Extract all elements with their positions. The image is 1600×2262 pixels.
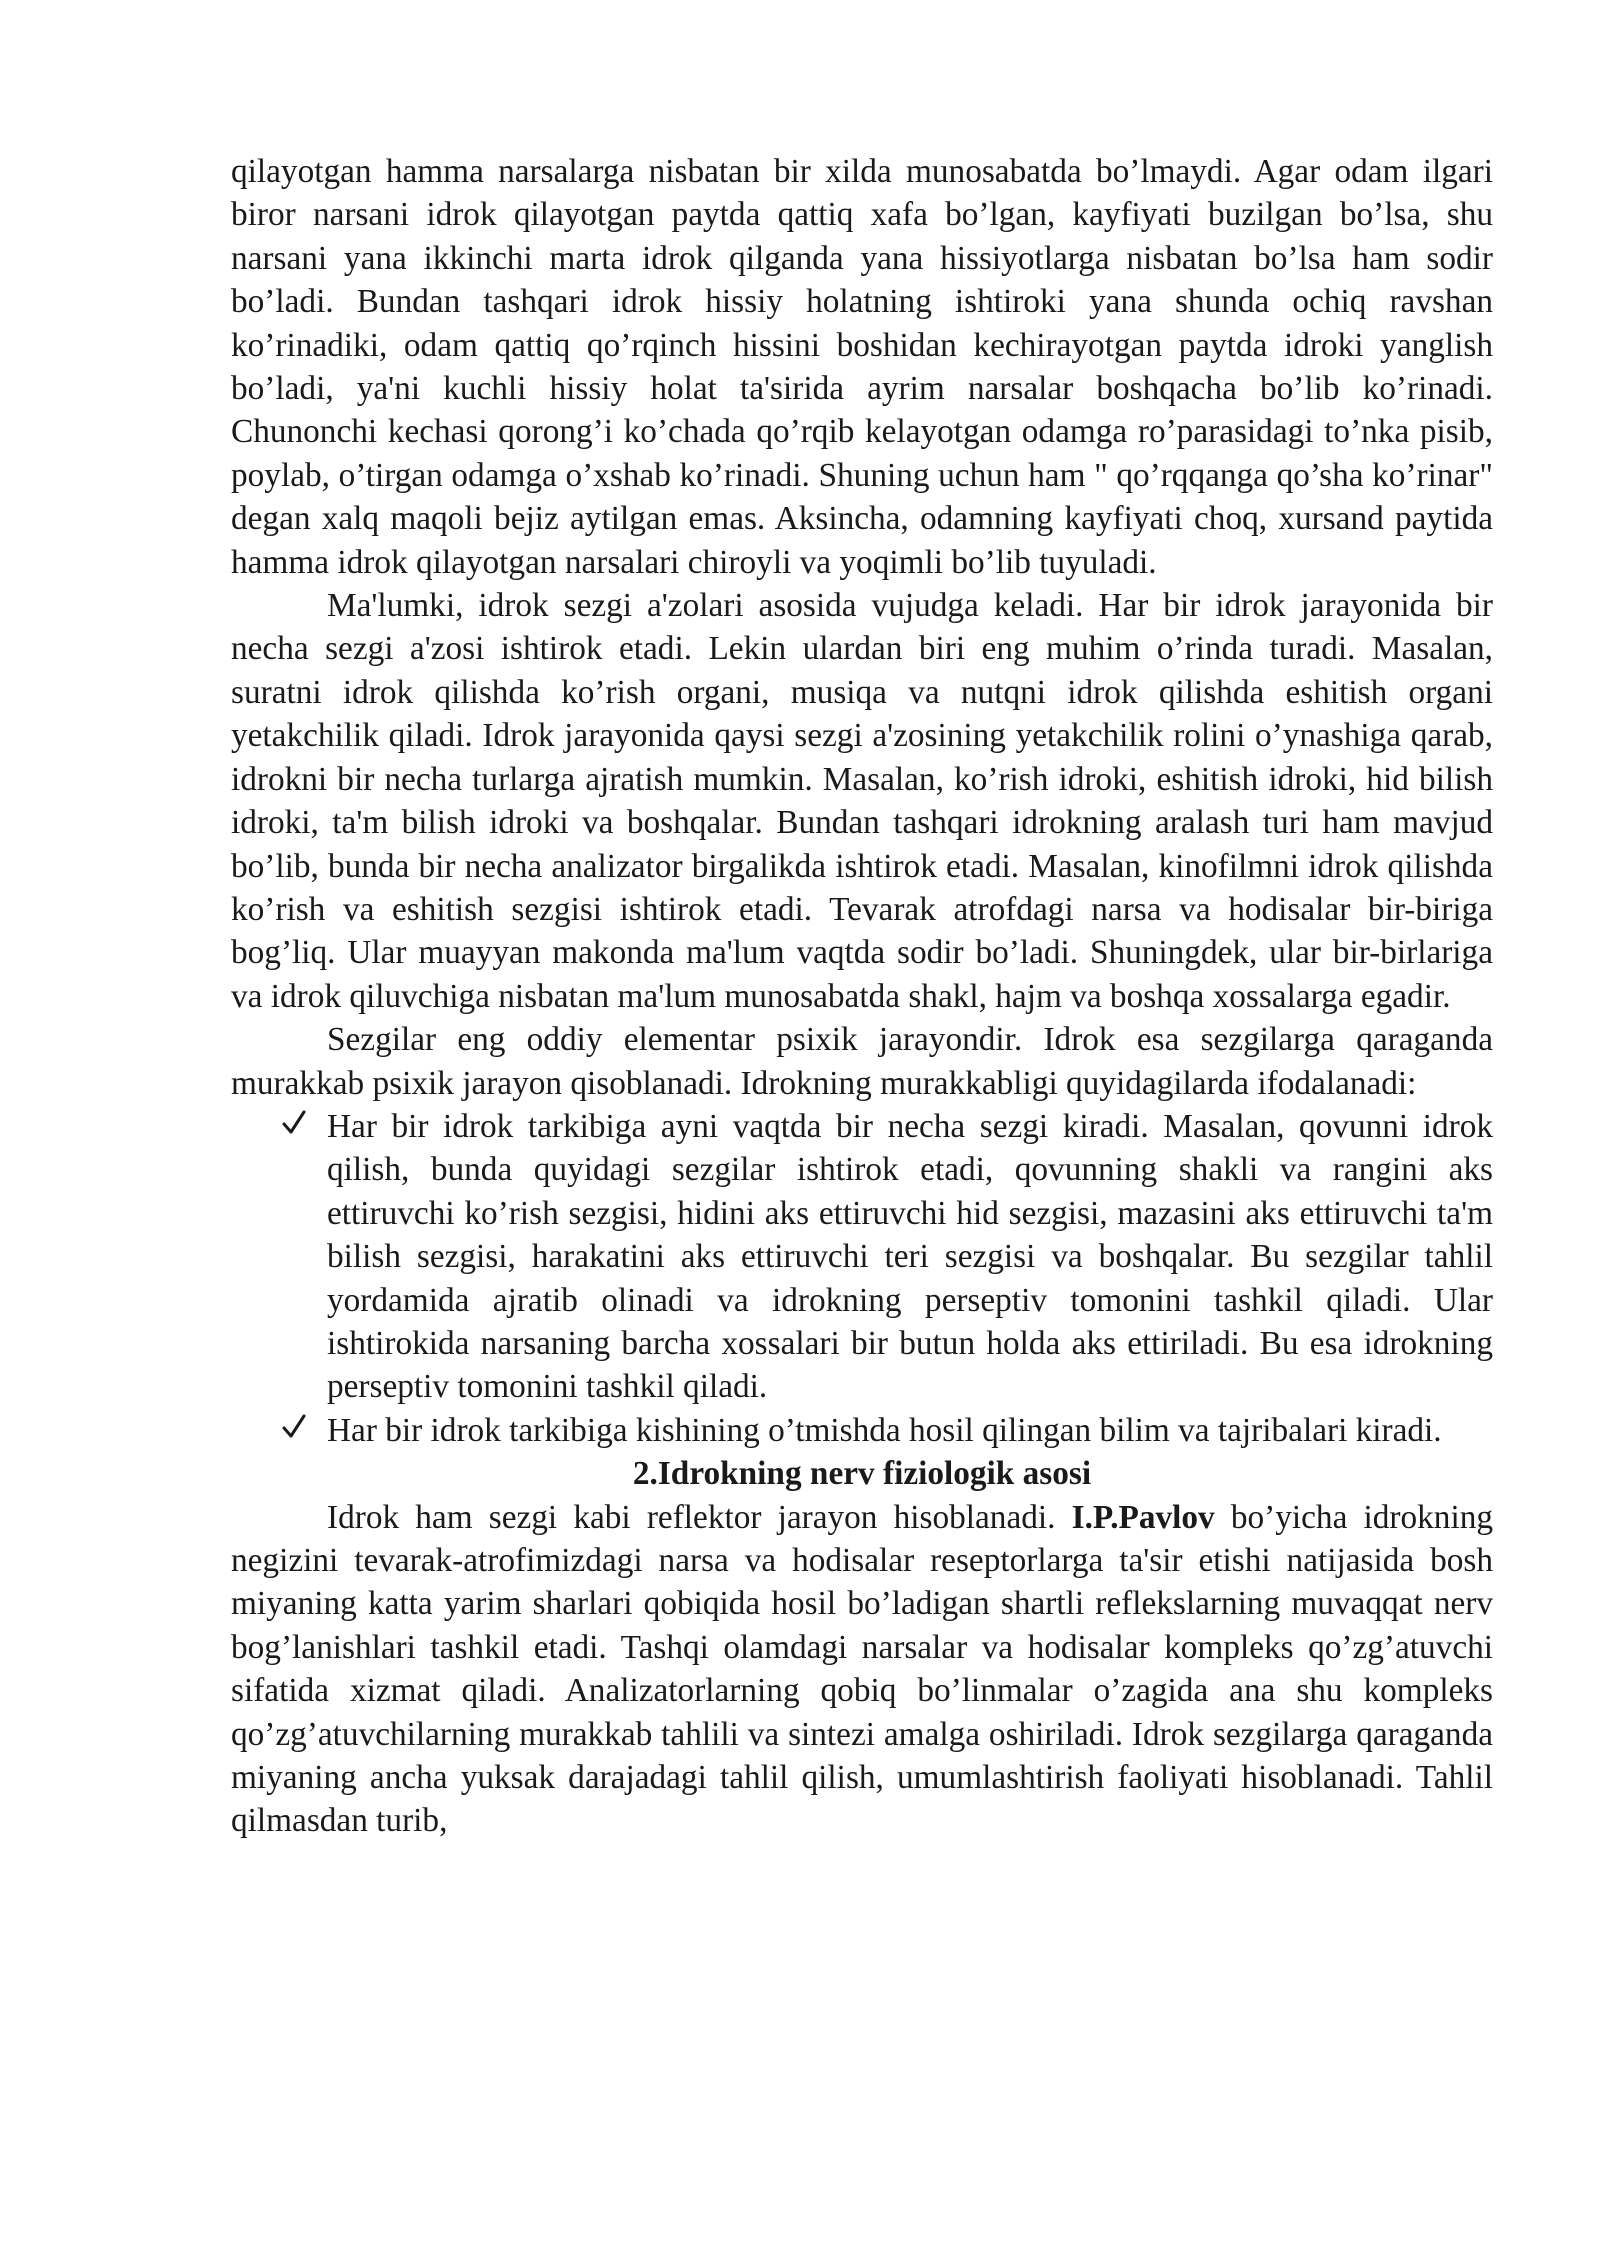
- list-item-text: Har bir idrok tarkibiga kishining o’tmishda hosil qilingan bilim va tajribalari kiradi.: [327, 1411, 1442, 1449]
- checkmark-icon: [281, 1409, 311, 1452]
- paragraph-1: qilayotgan hamma narsalarga nisbatan bir xilda munosabatda bo’lmaydi. Agar odam ilgari biror narsani idrok qilayotgan paytda qattiq xafa bo’lgan, kayfiyati buzilgan bo’lsa, shu narsani yana ikkinchi marta idrok qilganda yana hissiyotlarga nisbatan bo’lsa ham sodir bo’ladi. Bundan tashqari idrok hissiy holatning ishtiroki yana shunda ochiq ravshan ko’rinadiki, odam qattiq qo’rqinch hissini boshidan kechirayotgan paytda idroki yanglish bo’ladi, ya'ni kuchli hissiy holat ta'sirida ayrim narsalar boshqacha bo’lib ko’rinadi. Chunonchi kechasi qorong’i ko’chada qo’rqib kelayotgan odamga ro’parasidagi to’nka pisib, poylab, o’tirgan odamga o’xshab ko’rinadi. Shuning uchun ham " qo’rqqanga qo’sha ko’rinar" degan xalq maqoli bejiz aytilgan emas. Aksincha, odamning kayfiyati choq, xursand paytida hamma idrok qilayotgan narsalari chiroyli va yoqimli bo’lib tuyuladi.: [231, 153, 1493, 581]
- section-heading: 2.Idrokning nerv fiziologik asosi: [632, 1455, 1092, 1493]
- paragraph-4-rest: bo’yicha idrokning negizini tevarak-atrofimizdagi narsa va hodisalar reseptorlarga ta'sir etishi natijasida bosh miyaning katta yarim sharlari qobiqida hosil bo’ladigan shartli reflekslarning muvaqqat nerv bog’lanishlari tashkil etadi. Tashqi olamdagi narsalar va hodisalar kompleks qo’zg’atuvchi sifatida xizmat qiladi. Analizatorlarning qobiq bo’linmalar o’zagida ana shu kompleks qo’zg’atuvchilarning murakkab tahlili va sintezi amalga oshiriladi. Idrok sezgilarga qaraganda miyaning ancha yuksak darajadagi tahlil qilish, umumlashtirish faoliyati hisoblanadi. Tahlil qilmasdan turib,: [231, 1498, 1493, 1840]
- paragraph-4-start: Idrok ham sezgi kabi reflektor jarayon hisoblanadi.: [327, 1498, 1072, 1536]
- paragraph-3: Sezgilar eng oddiy elementar psixik jarayondir. Idrok esa sezgilarga qaraganda murakkab psixik jarayon qisoblanadi. Idrokning murakkabligi quyidagilarda ifodalanadi:: [231, 1021, 1493, 1102]
- author-name: I.P.Pavlov: [1071, 1498, 1215, 1536]
- checkmark-icon: [281, 1105, 311, 1148]
- list-item: [231, 1105, 1493, 1409]
- list-item-text: Har bir idrok tarkibiga ayni vaqtda bir necha sezgi kiradi. Masalan, qovunni idrok qilish, bunda quyidagi sezgilar ishtirok etadi, qovunning shakli va rangini aks ettiruvchi ko’rish sezgisi, hidini aks ettiruvchi hid sezgisi, mazasini aks ettiruvchi ta'm bilish sezgisi, harakatini aks ettiruvchi teri sezgisi va boshqalar. Bu sezgilar tahlil yordamida ajratib olinadi va idrokning perseptiv tomonini tashkil qiladi. Ular ishtirokida narsaning barcha xossalari bir butun holda aks ettiriladi. Bu esa idrokning perseptiv tomonini tashkil qiladi.: [327, 1107, 1493, 1406]
- paragraph-2: Ma'lumki, idrok sezgi a'zolari asosida vujudga keladi. Har bir idrok jarayonida bir necha sezgi a'zosi ishtirok etadi. Lekin ulardan biri eng muhim o’rinda turadi. Masalan, suratni idrok qilishda ko’rish organi, musiqa va nutqni idrok qilishda eshitish organi yetakchilik qiladi. Idrok jarayonida qaysi sezgi a'zosining yetakchilik rolini o’ynashiga qarab, idrokni bir necha turlarga ajratish mumkin. Masalan, ko’rish idroki, eshitish idroki, hid bilish idroki, ta'm bilish idroki va boshqalar. Bundan tashqari idrokning aralash turi ham mavjud bo’lib, bunda bir necha analizator birgalikda ishtirok etadi. Masalan, kinofilmni idrok qilishda ko’rish va eshitish sezgisi ishtirok etadi. Tevarak atrofdagi narsa va hodisalar bir-biriga bog’liq. Ular muayyan makonda ma'lum vaqtda sodir bo’ladi. Shuningdek, ular bir-birlariga va idrok qiluvchiga nisbatan ma'lum munosabatda shakl, hajm va boshqa xossalarga egadir.: [231, 587, 1493, 1015]
- document-page: [231, 150, 1493, 1843]
- checklist: [231, 1105, 1493, 1452]
- list-item: [231, 1409, 1493, 1452]
- paragraph-4: [231, 1496, 1493, 1843]
